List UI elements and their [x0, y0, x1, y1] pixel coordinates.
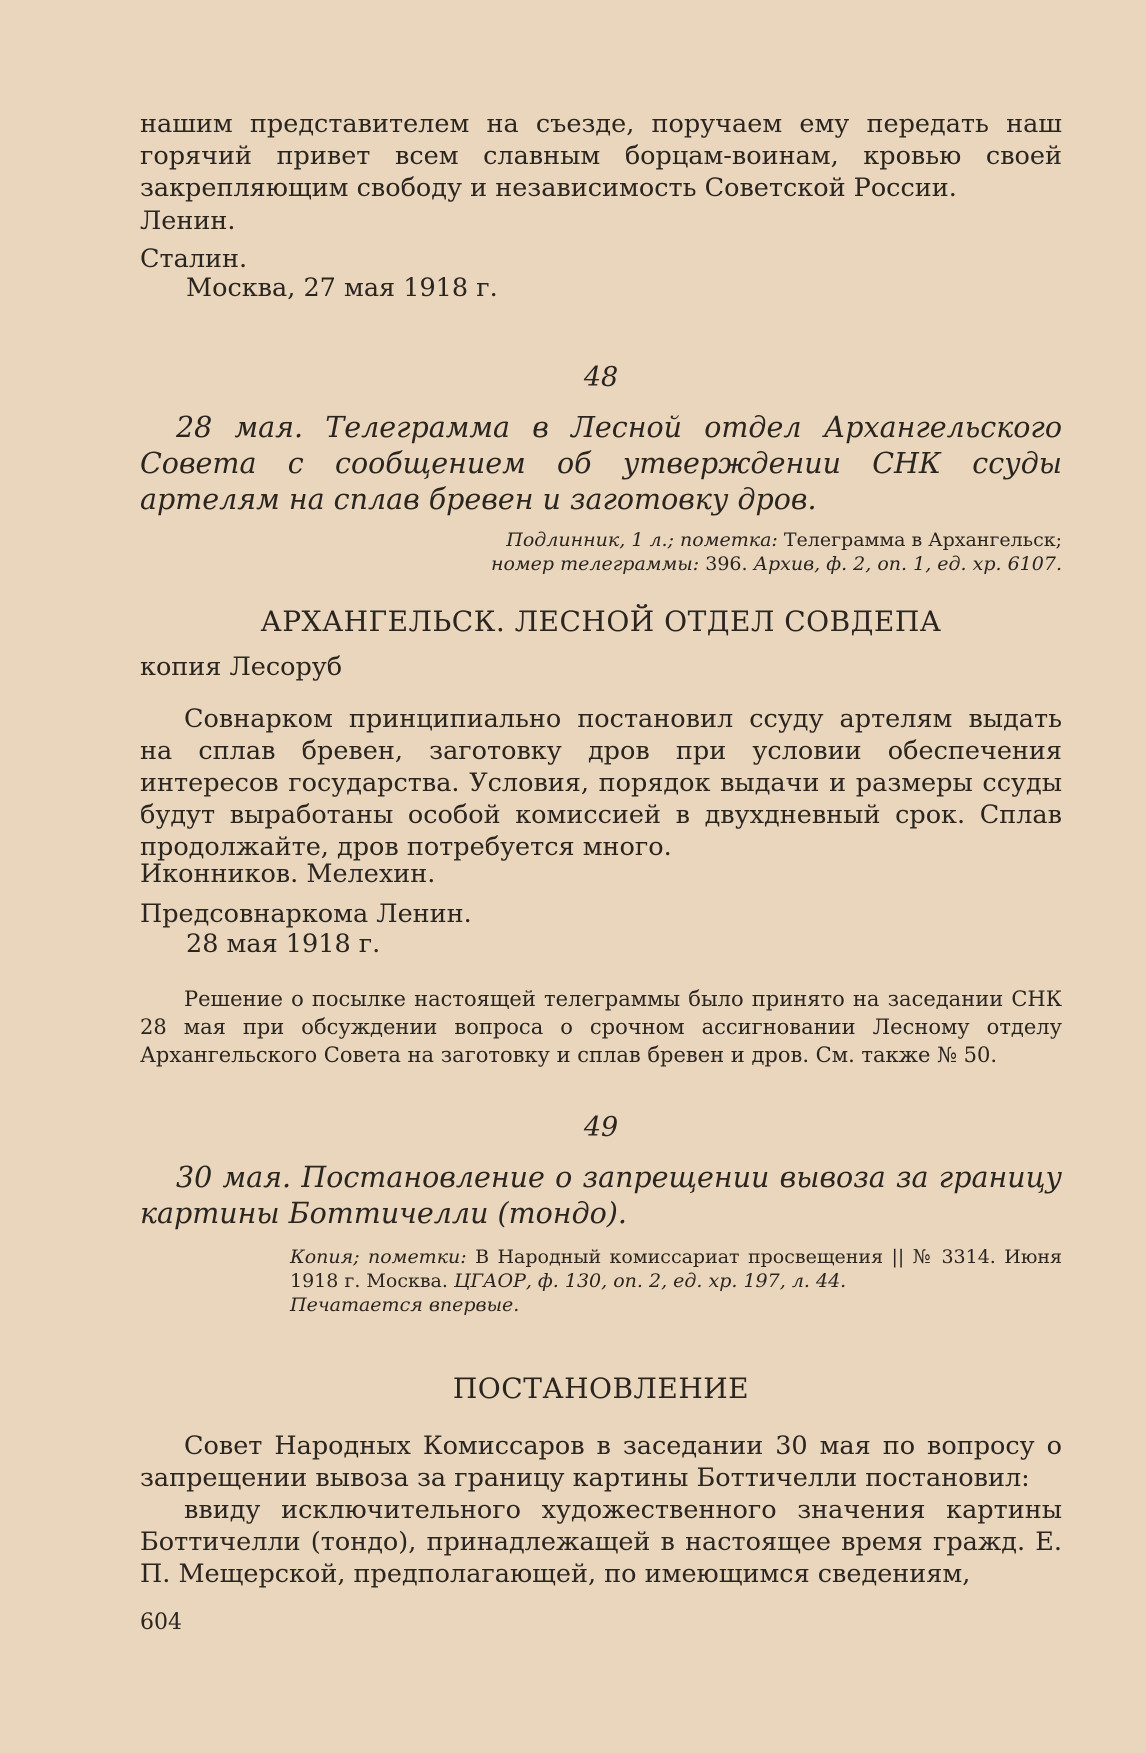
page-number: 604	[140, 1610, 182, 1635]
telegram-heading: АРХАНГЕЛЬСК. ЛЕСНОЙ ОТДЕЛ СОВДЕПА	[260, 605, 942, 638]
archival-note-48	[290, 528, 1062, 576]
document-title-49: 30 мая. Постановление о запрещении вывоза за границу картины Боттичелли (тондо).	[140, 1161, 1062, 1230]
note-text: В Народный комиссариат просвещения || № 3314. Июня 1918 г. Москва.	[290, 1246, 1063, 1292]
resolution-paragraph-1: Совет Народных Комиссаров в заседании 30 мая по вопросу о запрещении вывоза за границу картины Боттичелли постановил:	[140, 1431, 1062, 1493]
archival-note-49	[290, 1245, 1062, 1317]
telegram-paragraph: Совнарком принципиально постановил ссуду артелям выдать на сплав бревен, заготовку дров при условии обеспечения интересов государства. Условия, порядок выдачи и размеры ссуды будут выработаны особой комиссией в двухдневный срок. Сплав продолжайте, дров потребуется много.	[140, 704, 1062, 862]
continuation-paragraph: нашим представителем на съезде, поручаем ему передать наш горячий привет всем славным борцам-воинам, кровью своей закрепляющим свободу и независимость Советской России.	[140, 109, 1062, 203]
note-archive: Архив, ф. 2, оп. 1, ед. хр. 6107.	[753, 553, 1062, 575]
footnote-48: Решение о посылке настоящей телеграммы было принято на заседании СНК 28 мая при обсуждении вопроса о срочном ассигновании Лесному отделу Архангельского Совета на заготовку и сплав бревен и дров. См. также № 50.	[140, 987, 1062, 1067]
document-title-48: 28 мая. Телеграмма в Лесной отдел Архангельского Совета с сообщением об утверждении СНК ссуды артелям на сплав бревен и заготовку дров.	[140, 411, 1062, 516]
resolution-heading: ПОСТАНОВЛЕНИЕ	[452, 1372, 750, 1405]
note-text: 396.	[705, 553, 748, 575]
note-archive: ЦГАОР, ф. 130, оп. 2, ед. хр. 197, л. 44.	[453, 1270, 847, 1292]
note-label: Копия; пометки:	[290, 1246, 467, 1268]
note-label: Подлинник, 1 л.; пометка:	[506, 529, 778, 551]
date-moscow: Москва, 27 мая 1918 г.	[186, 273, 498, 303]
date-28-may: 28 мая 1918 г.	[186, 929, 381, 959]
document-number-48: 48	[583, 362, 619, 393]
signature-ikonnikov: Иконников. Мелехин.	[140, 859, 436, 889]
note-label: номер телеграммы:	[490, 553, 700, 575]
signature-predsovnarkoma: Предсовнаркома Ленин.	[140, 899, 472, 929]
document-number-49: 49	[583, 1112, 619, 1143]
resolution-paragraph-2: ввиду исключительного художественного значения картины Боттичелли (тондо), принадлежащей в настоящее время гражд. Е. П. Мещерской, предполагающей, по имеющимся сведениям,	[140, 1495, 1062, 1589]
telegram-subheading: копия Лесоруб	[140, 652, 343, 682]
note-printed: Печатается впервые.	[290, 1294, 520, 1316]
signature-lenin: Ленин.	[140, 206, 236, 236]
note-text: Телеграмма в Архангельск;	[783, 529, 1062, 551]
signature-stalin: Сталин.	[140, 244, 248, 274]
